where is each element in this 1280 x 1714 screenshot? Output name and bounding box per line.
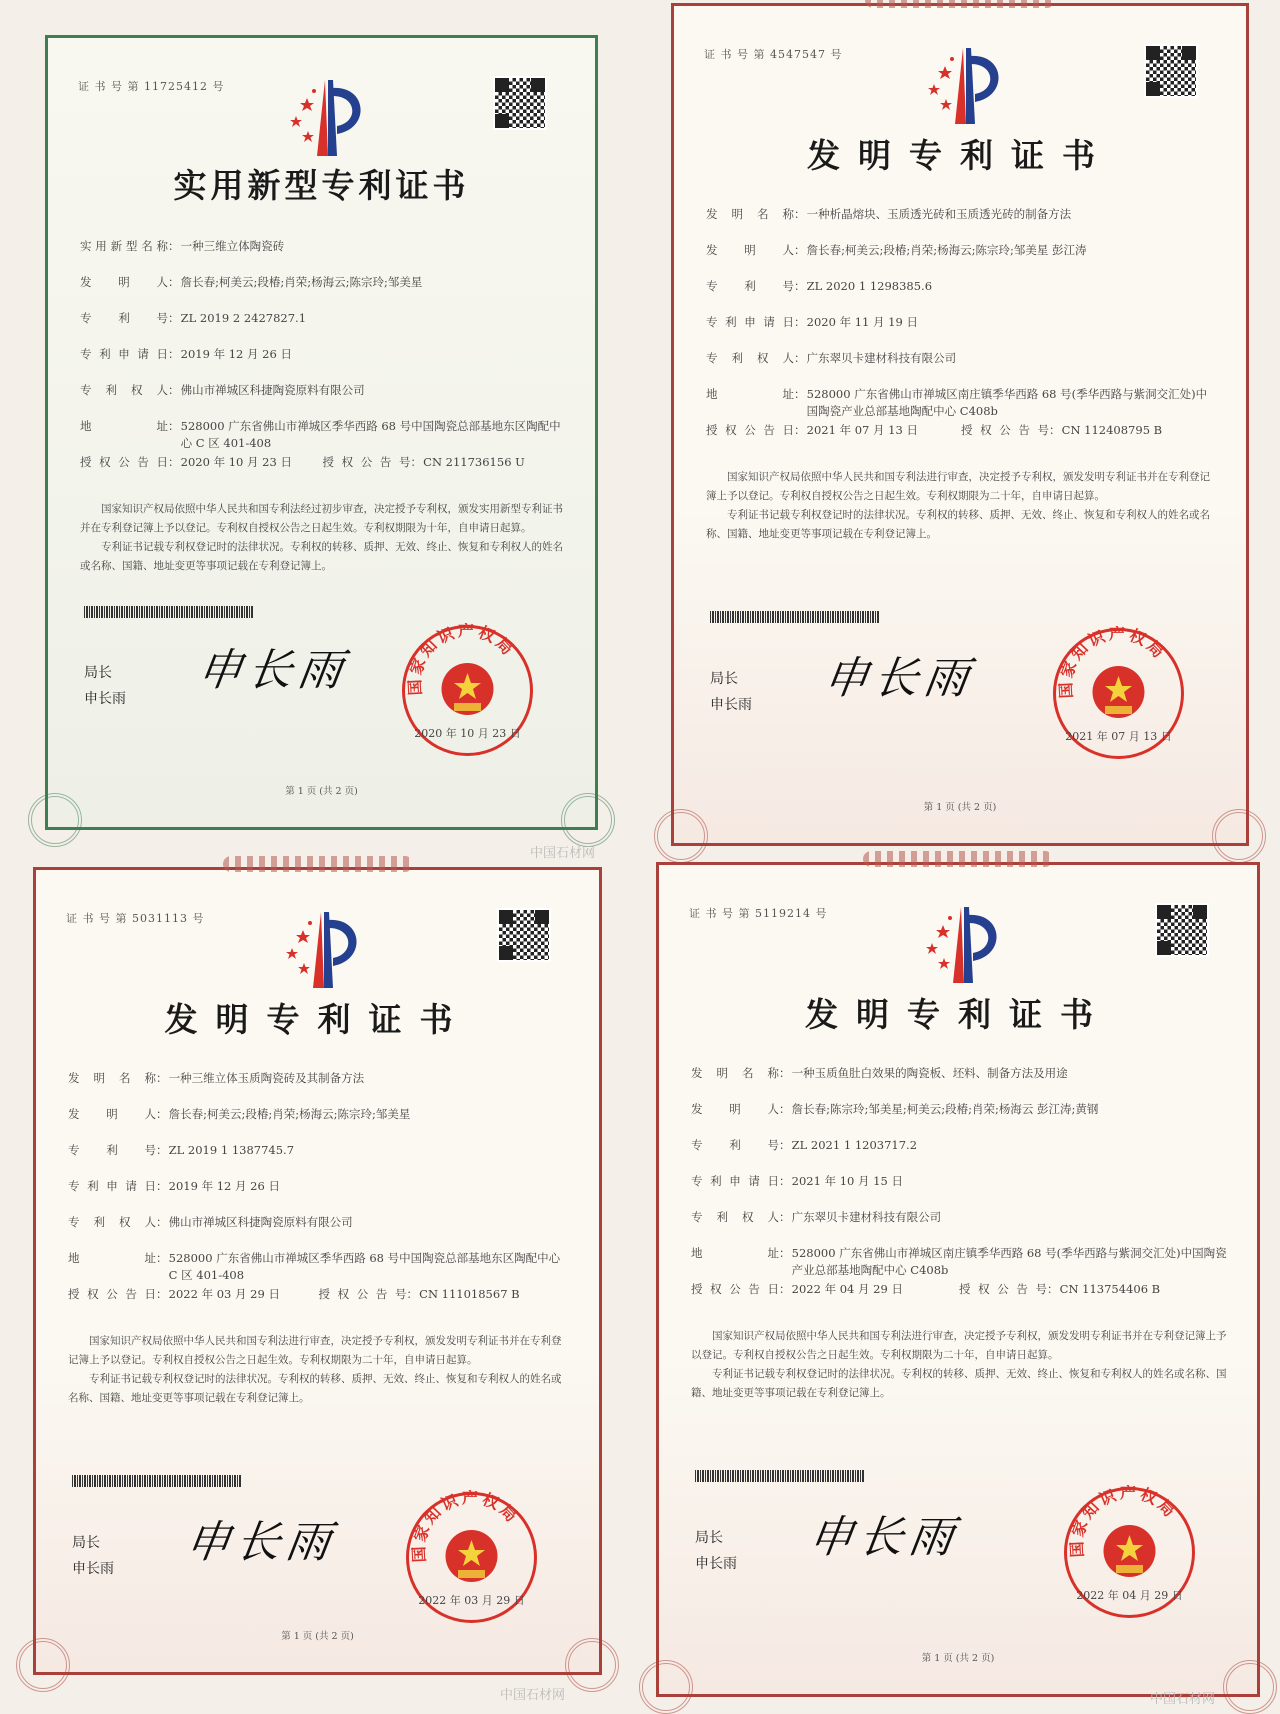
- field-row: 专利号 ： ZL 2021 1 1203717.2: [691, 1137, 1227, 1173]
- field-value: ZL 2019 1 1387745.7: [168, 1143, 295, 1157]
- director-title: 局长: [710, 671, 738, 687]
- grant-row: 授权公告日 ： 2021 年 07 月 13 日 授权公告号 ： CN 112408795 B: [706, 422, 1216, 458]
- corner-ornament: [561, 793, 615, 847]
- grant-date: 2022 年 03 月 29 日: [168, 1287, 280, 1301]
- director-title: 局长: [84, 665, 112, 681]
- corner-ornament: [28, 793, 82, 847]
- field-value: 2019 年 12 月 26 日: [168, 1179, 280, 1193]
- director-block: [695, 1525, 737, 1577]
- field-row: 专利号 ： ZL 2019 2 2427827.1: [80, 310, 565, 346]
- field-value: 广东翠贝卡建材科技有限公司: [791, 1210, 942, 1224]
- certificate-statement: [706, 468, 1216, 544]
- director-signature: 申长雨: [182, 1517, 340, 1568]
- certificate-statement: [80, 500, 565, 576]
- field-value: 528000 广东省佛山市禅城区季华西路 68 号中国陶瓷总部基地东区陶配中心 C 区 401-408: [180, 419, 561, 450]
- field-label: 发明人: [691, 1102, 779, 1116]
- qr-code: [1144, 44, 1198, 98]
- field-value: 2019 年 12 月 26 日: [180, 347, 292, 361]
- field-row: 发明人 ： 詹长春;陈宗玲;邹美星;柯美云;段椿;肖荣;杨海云 彭江涛;黄钢: [691, 1101, 1227, 1137]
- invention-patent-certificate: [656, 862, 1260, 1697]
- grant-no-label: 授权公告号: [959, 1282, 1047, 1296]
- director-signature: 申长雨: [194, 645, 352, 696]
- field-value: 詹长春;柯美云;段椿;肖荣;杨海云;陈宗玲;邹美星 彭江涛: [806, 243, 1087, 257]
- qr-code: [497, 908, 551, 962]
- corner-ornament: [654, 809, 708, 863]
- statement-paragraph: 国家知识产权局依照中华人民共和国专利法进行审查，决定授予专利权，颁发发明专利证书并在专利登记簿上予以登记。专利权自授权公告之日起生效。专利权期限为二十年，自申请日起算。: [68, 1335, 562, 1366]
- field-label: 专利权人: [706, 351, 794, 365]
- field-row: 专利号 ： ZL 2020 1 1298385.6: [706, 278, 1216, 314]
- seal-date: 2022 年 03 月 29 日: [418, 1594, 525, 1607]
- field-label: 地址: [80, 419, 168, 433]
- qr-code: [493, 76, 547, 130]
- field-label: 专利号: [68, 1143, 156, 1157]
- field-value: 528000 广东省佛山市禅城区南庄镇季华西路 68 号(季华西路与紫洞交汇处)中国陶瓷产业总部基地陶配中心 C408b: [791, 1246, 1227, 1277]
- grant-date-label: 授权公告日: [80, 455, 168, 469]
- certificate-body: [706, 206, 1216, 544]
- field-value: 詹长春;柯美云;段椿;肖荣;杨海云;陈宗玲;邹美星: [180, 275, 423, 289]
- grant-no: CN 112408795 B: [1061, 423, 1163, 437]
- page-number: 第 1 页 (共 2 页): [923, 802, 997, 813]
- field-label: 专利权人: [691, 1210, 779, 1224]
- page-number: 第 1 页 (共 2 页): [281, 1631, 354, 1642]
- director-block: [84, 660, 126, 712]
- frame-ornament: [863, 851, 1053, 867]
- certificate-number: 证 书 号 第 5119214 号: [689, 907, 828, 920]
- field-row: 专利权人 ： 佛山市禅城区科捷陶瓷原料有限公司: [68, 1214, 569, 1250]
- director-block: [72, 1530, 114, 1582]
- field-value: 2020 年 11 月 19 日: [806, 315, 918, 329]
- statement-paragraph: 专利证书记载专利权登记时的法律状况。专利权的转移、质押、无效、终止、恢复和专利权人的姓名或名称、国籍、地址变更等事项记载在专利登记簿上。: [68, 1373, 562, 1404]
- certificate-statement: [691, 1327, 1227, 1403]
- field-row: 专利权人 ： 广东翠贝卡建材科技有限公司: [691, 1209, 1227, 1245]
- page-number: 第 1 页 (共 2 页): [285, 786, 358, 797]
- watermark: 中国石材网: [1150, 1692, 1216, 1707]
- field-value: ZL 2021 1 1203717.2: [791, 1138, 918, 1152]
- director-name: 申长雨: [695, 1556, 737, 1572]
- field-label: 专利申请日: [80, 347, 168, 361]
- director-name: 申长雨: [710, 697, 752, 713]
- official-seal: [1051, 626, 1186, 761]
- grant-date-label: 授权公告日: [691, 1282, 779, 1296]
- statement-paragraph: 国家知识产权局依照中华人民共和国专利法经过初步审查，决定授予专利权，颁发实用新型专利证书并在专利登记簿上予以登记。专利权自授权公告之日起生效。专利权期限为十年，自申请日起算。: [80, 503, 563, 534]
- seal-date: 2020 年 10 月 23 日: [414, 727, 521, 740]
- field-value: ZL 2019 2 2427827.1: [180, 311, 307, 325]
- field-label: 专利权人: [80, 383, 168, 397]
- field-label: 专利申请日: [691, 1174, 779, 1188]
- field-value: 佛山市禅城区科捷陶瓷原料有限公司: [168, 1215, 353, 1229]
- field-label: 实用新型名称: [80, 239, 168, 253]
- svg-text:国家知识产权局: 国家知识产权局: [405, 623, 519, 696]
- field-label: 地址: [691, 1246, 779, 1260]
- grant-row: 授权公告日 ： 2022 年 03 月 29 日 授权公告号 ： CN 111018567 B: [68, 1286, 569, 1322]
- director-title: 局长: [72, 1535, 100, 1551]
- barcode: [84, 606, 254, 618]
- field-label: 发明人: [80, 275, 168, 289]
- field-value: 一种玉质鱼肚白效果的陶瓷板、坯料、制备方法及用途: [791, 1066, 1068, 1080]
- certificate-number: 证 书 号 第 5031113 号: [66, 912, 205, 925]
- cnipa-logo-icon: [905, 46, 1015, 126]
- director-block: [710, 666, 752, 718]
- watermark: 中国石材网: [530, 846, 596, 861]
- field-row: 专利申请日 ： 2019 年 12 月 26 日: [68, 1178, 569, 1214]
- certificate-title: 发明专利证书: [164, 1000, 471, 1039]
- field-row: 专利申请日 ： 2021 年 10 月 15 日: [691, 1173, 1227, 1209]
- certificate-title: 发明专利证书: [807, 136, 1113, 175]
- field-row: 地址 ： 528000 广东省佛山市禅城区季华西路 68 号中国陶瓷总部基地东区陶配中心 C 区 401-408: [80, 418, 565, 454]
- svg-text:国家知识产权局: 国家知识产权局: [1067, 1485, 1181, 1558]
- field-value: 一种析晶熔块、玉质透光砖和玉质透光砖的制备方法: [806, 207, 1072, 221]
- cnipa-logo-icon: [263, 910, 373, 990]
- field-value: 詹长春;柯美云;段椿;肖荣;杨海云;陈宗玲;邹美星: [168, 1107, 411, 1121]
- field-value: 广东翠贝卡建材科技有限公司: [806, 351, 957, 365]
- field-value: 2021 年 10 月 15 日: [791, 1174, 903, 1188]
- invention-patent-certificate: [33, 867, 602, 1675]
- field-label: 发明人: [68, 1107, 156, 1121]
- grant-no: CN 211736156 U: [423, 455, 525, 469]
- field-row: 专利权人 ： 广东翠贝卡建材科技有限公司: [706, 350, 1216, 386]
- field-label: 专利号: [80, 311, 168, 325]
- grant-row: 授权公告日 ： 2022 年 04 月 29 日 授权公告号 ： CN 113754406 B: [691, 1281, 1227, 1317]
- certificate-fields: [80, 238, 565, 490]
- corner-ornament: [1212, 809, 1266, 863]
- statement-paragraph: 国家知识产权局依照中华人民共和国专利法进行审查，决定授予专利权，颁发发明专利证书并在专利登记簿上予以登记。专利权自授权公告之日起生效。专利权期限为二十年，自申请日起算。: [691, 1330, 1227, 1361]
- seal-date: 2021 年 07 月 13 日: [1065, 730, 1172, 743]
- field-label: 发明人: [706, 243, 794, 257]
- frame-ornament: [223, 856, 413, 872]
- field-label: 地址: [68, 1251, 156, 1265]
- certificate-title: 实用新型专利证书: [173, 166, 470, 205]
- invention-patent-certificate: [671, 3, 1249, 846]
- certificate-body: [691, 1065, 1227, 1403]
- official-seal: [404, 1490, 539, 1625]
- field-row: 发明人 ： 詹长春;柯美云;段椿;肖荣;杨海云;陈宗玲;邹美星: [68, 1106, 569, 1142]
- field-label: 专利申请日: [68, 1179, 156, 1193]
- field-label: 专利号: [691, 1138, 779, 1152]
- grant-row: 授权公告日 ： 2020 年 10 月 23 日 授权公告号 ： CN 211736156 U: [80, 454, 565, 490]
- field-label: 地址: [706, 387, 794, 401]
- field-row: 专利申请日 ： 2019 年 12 月 26 日: [80, 346, 565, 382]
- field-row: 地址 ： 528000 广东省佛山市禅城区南庄镇季华西路 68 号(季华西路与紫洞交汇处)中国陶瓷产业总部基地陶配中心 C408b: [706, 386, 1216, 422]
- field-label: 专利号: [706, 279, 794, 293]
- certificate-body: [80, 238, 565, 576]
- grant-date: 2020 年 10 月 23 日: [180, 455, 292, 469]
- barcode: [695, 1470, 865, 1482]
- certificate-number: 证 书 号 第 11725412 号: [78, 80, 225, 93]
- field-value: 佛山市禅城区科捷陶瓷原料有限公司: [180, 383, 365, 397]
- official-seal: [1062, 1485, 1197, 1620]
- field-value: 一种三维立体陶瓷砖: [180, 239, 285, 253]
- certificate-statement: [68, 1332, 569, 1408]
- field-value: 一种三维立体玉质陶瓷砖及其制备方法: [168, 1071, 365, 1085]
- field-label: 专利权人: [68, 1215, 156, 1229]
- barcode: [72, 1475, 242, 1487]
- grant-date-label: 授权公告日: [706, 423, 794, 437]
- statement-paragraph: 专利证书记载专利权登记时的法律状况。专利权的转移、质押、无效、终止、恢复和专利权人的姓名或名称、国籍、地址变更等事项记载在专利登记簿上。: [80, 541, 563, 572]
- svg-text:国家知识产权局: 国家知识产权局: [1056, 626, 1170, 699]
- field-row: 发明人 ： 詹长春;柯美云;段椿;肖荣;杨海云;陈宗玲;邹美星 彭江涛: [706, 242, 1216, 278]
- barcode: [710, 611, 880, 623]
- grant-no-label: 授权公告号: [322, 455, 411, 469]
- utility-model-certificate: [45, 35, 598, 830]
- director-name: 申长雨: [72, 1561, 114, 1577]
- statement-paragraph: 国家知识产权局依照中华人民共和国专利法进行审查，决定授予专利权，颁发发明专利证书并在专利登记簿上予以登记。专利权自授权公告之日起生效。专利权期限为二十年，自申请日起算。: [706, 471, 1210, 502]
- field-value: 詹长春;陈宗玲;邹美星;柯美云;段椿;肖荣;杨海云 彭江涛;黄钢: [791, 1102, 1099, 1116]
- field-value: ZL 2020 1 1298385.6: [806, 279, 933, 293]
- field-row: 发明名称 ： 一种析晶熔块、玉质透光砖和玉质透光砖的制备方法: [706, 206, 1216, 242]
- field-row: 地址 ： 528000 广东省佛山市禅城区南庄镇季华西路 68 号(季华西路与紫洞交汇处)中国陶瓷产业总部基地陶配中心 C408b: [691, 1246, 1227, 1277]
- field-row: 发明名称 ： 一种三维立体玉质陶瓷砖及其制备方法: [68, 1070, 569, 1106]
- grant-no: CN 111018567 B: [419, 1287, 520, 1301]
- certificate-title: 发明专利证书: [805, 995, 1111, 1034]
- certificate-number: 证 书 号 第 4547547 号: [704, 48, 843, 61]
- field-label: 发明名称: [691, 1066, 779, 1080]
- certificate-fields: [706, 206, 1216, 458]
- field-row: 专利申请日 ： 2020 年 11 月 19 日: [706, 314, 1216, 350]
- grant-date: 2022 年 04 月 29 日: [791, 1282, 903, 1296]
- svg-text:国家知识产权局: 国家知识产权局: [409, 1490, 523, 1563]
- director-title: 局长: [695, 1530, 723, 1546]
- qr-code: [1155, 903, 1209, 957]
- director-name: 申长雨: [84, 691, 126, 707]
- director-signature: 申长雨: [820, 653, 978, 704]
- page-number: 第 1 页 (共 2 页): [921, 1653, 995, 1664]
- frame-ornament: [865, 0, 1055, 8]
- corner-ornament: [16, 1638, 70, 1692]
- grant-date: 2021 年 07 月 13 日: [806, 423, 918, 437]
- seal-date: 2022 年 04 月 29 日: [1076, 1589, 1183, 1602]
- field-label: 发明名称: [706, 207, 794, 221]
- field-row: 专利号 ： ZL 2019 1 1387745.7: [68, 1142, 569, 1178]
- official-seal: [400, 623, 535, 758]
- field-row: 发明名称 ： 一种玉质鱼肚白效果的陶瓷板、坯料、制备方法及用途: [691, 1065, 1227, 1101]
- field-row: 实用新型名称 ： 一种三维立体陶瓷砖: [80, 238, 565, 274]
- field-row: 地址 ： 528000 广东省佛山市禅城区季华西路 68 号中国陶瓷总部基地东区陶配中心 C 区 401-408: [68, 1250, 569, 1286]
- grant-date-label: 授权公告日: [68, 1287, 156, 1301]
- statement-paragraph: 专利证书记载专利权登记时的法律状况。专利权的转移、质押、无效、终止、恢复和专利权人的姓名或名称、国籍、地址变更等事项记载在专利登记簿上。: [691, 1368, 1227, 1399]
- field-row: 专利权人 ： 佛山市禅城区科捷陶瓷原料有限公司: [80, 382, 565, 418]
- grant-no-label: 授权公告号: [318, 1287, 407, 1301]
- certificate-fields: [68, 1070, 569, 1322]
- field-value: 528000 广东省佛山市禅城区季华西路 68 号中国陶瓷总部基地东区陶配中心 C 区 401-408: [168, 1251, 561, 1282]
- watermark: 中国石材网: [500, 1688, 566, 1703]
- certificate-body: [68, 1070, 569, 1408]
- statement-paragraph: 专利证书记载专利权登记时的法律状况。专利权的转移、质押、无效、终止、恢复和专利权人的姓名或名称、国籍、地址变更等事项记载在专利登记簿上。: [706, 509, 1210, 540]
- field-label: 发明名称: [68, 1071, 156, 1085]
- grant-no-label: 授权公告号: [961, 423, 1049, 437]
- field-row: 发明人 ： 詹长春;柯美云;段椿;肖荣;杨海云;陈宗玲;邹美星: [80, 274, 565, 310]
- field-value: 528000 广东省佛山市禅城区南庄镇季华西路 68 号(季华西路与紫洞交汇处)中国陶瓷产业总部基地陶配中心 C408b: [806, 387, 1208, 418]
- corner-ornament: [565, 1638, 619, 1692]
- cnipa-logo-icon: [267, 78, 377, 158]
- field-label: 专利申请日: [706, 315, 794, 329]
- certificate-fields: [691, 1065, 1227, 1317]
- director-signature: 申长雨: [805, 1512, 963, 1563]
- cnipa-logo-icon: [903, 905, 1013, 985]
- grant-no: CN 113754406 B: [1059, 1282, 1161, 1296]
